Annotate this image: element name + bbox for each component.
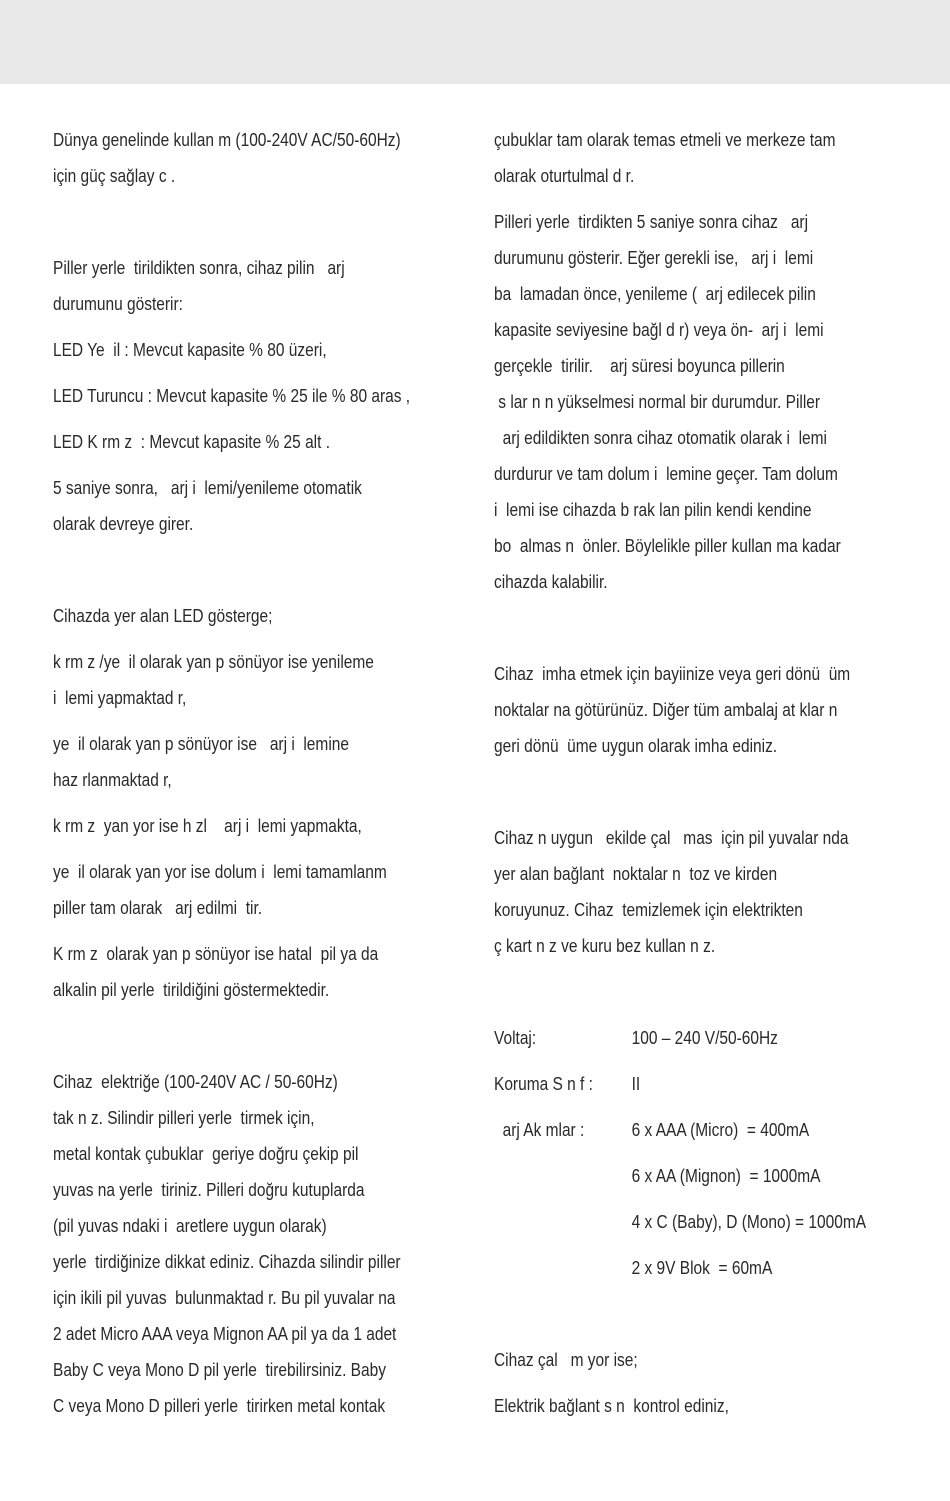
maintenance-line-3: koruyunuz. Cihaz temizlemek için elektrikten: [494, 900, 803, 920]
charging-line-2: durumunu gösterir. Eğer gerekli ise, arj i lemi: [494, 248, 814, 268]
charging-line-5: gerçekle tirilir. arj süresi boyunca pillerin: [494, 356, 785, 376]
led-indicator-title: Cihazda yer alan LED gösterge;: [53, 606, 273, 626]
charging-line-10: bo almas n önler. Böylelikle piller kullan ma kadar: [494, 536, 841, 556]
maintenance-line-4: ç kart n z ve kuru bez kullan n z.: [494, 936, 716, 956]
disposal-line-3: geri dönü üme uygun olarak imha ediniz.: [494, 736, 778, 756]
charging-line-9: i lemi ise cihazda b rak lan pilin kendi kendine: [494, 500, 812, 520]
status-intro-line-1: Piller yerle tirildikten sonra, cihaz pilin arj: [53, 258, 345, 278]
led-orange-text: LED Turuncu : Mevcut kapasite % 25 ile % 80 aras ,: [53, 386, 411, 406]
spec-current-value-2: 6 x AA (Mignon) = 1000mA: [631, 1166, 821, 1186]
charging-line-4: kapasite seviyesine bağl d r) veya ön- arj i lemi: [494, 320, 824, 340]
indicator-green-on-line-2: piller tam olarak arj edilmi tir.: [53, 898, 263, 918]
troubleshooting-title: Cihaz çal m yor ise;: [494, 1350, 638, 1370]
charging-line-11: cihazda kalabilir.: [494, 572, 608, 592]
usage-line-1: Cihaz elektriğe (100-240V AC / 50-60Hz): [53, 1072, 338, 1092]
indicator-red-blink-line-2: alkalin pil yerle tirildiğini göstermektedir.: [53, 980, 330, 1000]
maintenance-line-1: Cihaz n uygun ekilde çal mas için pil yuvalar nda: [494, 828, 849, 848]
disposal-line-1: Cihaz imha etmek için bayiinize veya geri dönü üm: [494, 664, 851, 684]
intro-line-1: Dünya genelinde kullan m (100-240V AC/50-60Hz): [53, 130, 401, 150]
troubleshooting-item: Elektrik bağlant s n kontrol ediniz,: [494, 1396, 729, 1416]
spec-current-value-4: 2 x 9V Blok = 60mA: [631, 1258, 773, 1278]
spec-protection-value: II: [631, 1074, 641, 1094]
spec-current-4: [494, 1250, 950, 1286]
spec-voltage-label: Voltaj:: [494, 1028, 537, 1048]
spec-voltage: [494, 1020, 950, 1056]
maintenance-line-2: yer alan bağlant noktalar n toz ve kirden: [494, 864, 778, 884]
intro-line-2: için güç sağlay c .: [53, 166, 176, 186]
usage-line-7: için ikili pil yuvas bulunmaktad r. Bu pil yuvalar na: [53, 1288, 396, 1308]
spec-current-2: [494, 1158, 950, 1194]
spec-current-value-1: 6 x AAA (Micro) = 400mA: [631, 1120, 810, 1140]
disposal-line-2: noktalar na götürünüz. Diğer tüm ambalaj at klar n: [494, 700, 838, 720]
charging-line-7: arj edildikten sonra cihaz otomatik olarak i lemi: [494, 428, 827, 448]
spec-protection: [494, 1066, 950, 1102]
spec-current-1: [494, 1112, 950, 1148]
indicator-red-blink-line-1: K rm z olarak yan p sönüyor ise hatal pil ya da: [53, 944, 379, 964]
indicator-green-on-line-1: ye il olarak yan yor ise dolum i lemi tamamlanm: [53, 862, 387, 882]
usage-line-9: Baby C veya Mono D pil yerle tirebilirsiniz. Baby: [53, 1360, 386, 1380]
usage-line-10: C veya Mono D pilleri yerle tirirken metal kontak: [53, 1396, 386, 1416]
left-column: [53, 122, 457, 1424]
led-red-text: LED K rm z : Mevcut kapasite % 25 alt .: [53, 432, 331, 452]
page-header-band: [0, 0, 950, 84]
usage-line-8: 2 adet Micro AAA veya Mignon AA pil ya da 1 adet: [53, 1324, 397, 1344]
usage-line-2: tak n z. Silindir pilleri yerle tirmek için,: [53, 1108, 315, 1128]
led-green-text: LED Ye il : Mevcut kapasite % 80 üzeri,: [53, 340, 327, 360]
auto-start-line-1: 5 saniye sonra, arj i lemi/yenileme otomatik: [53, 478, 362, 498]
usage-continued-line-1: çubuklar tam olarak temas etmeli ve merkeze tam: [494, 130, 836, 150]
charging-line-1: Pilleri yerle tirdikten 5 saniye sonra cihaz arj: [494, 212, 809, 232]
indicator-green-blink-line-1: ye il olarak yan p sönüyor ise arj i lemine: [53, 734, 349, 754]
indicator-red-green-line-2: i lemi yapmaktad r,: [53, 688, 187, 708]
status-intro-line-2: durumunu gösterir:: [53, 294, 183, 314]
usage-continued-line-2: olarak oturtulmal d r.: [494, 166, 635, 186]
spec-current-3: [494, 1204, 950, 1240]
usage-line-6: yerle tirdiğinize dikkat ediniz. Cihazda silindir piller: [53, 1252, 401, 1272]
indicator-red-green-line-1: k rm z /ye il olarak yan p sönüyor ise yenileme: [53, 652, 374, 672]
auto-start-line-2: olarak devreye girer.: [53, 514, 194, 534]
right-column: [494, 122, 950, 1424]
usage-line-4: yuvas na yerle tiriniz. Pilleri doğru kutuplarda: [53, 1180, 365, 1200]
spec-voltage-value: 100 – 240 V/50-60Hz: [631, 1028, 778, 1048]
indicator-red-on: k rm z yan yor ise h zl arj i lemi yapmakta,: [53, 816, 362, 836]
charging-line-6: s lar n n yükselmesi normal bir durumdur. Piller: [494, 392, 821, 412]
usage-line-5: (pil yuvas ndaki i aretlere uygun olarak): [53, 1216, 327, 1236]
usage-line-3: metal kontak çubuklar geriye doğru çekip pil: [53, 1144, 359, 1164]
indicator-green-blink-line-2: haz rlanmaktad r,: [53, 770, 172, 790]
charging-line-8: durdurur ve tam dolum i lemine geçer. Tam dolum: [494, 464, 838, 484]
spec-current-label: arj Ak mlar :: [494, 1120, 585, 1140]
spec-current-value-3: 4 x C (Baby), D (Mono) = 1000mA: [631, 1212, 867, 1232]
charging-line-3: ba lamadan önce, yenileme ( arj edilecek pilin: [494, 284, 816, 304]
spec-protection-label: Koruma S n f :: [494, 1074, 593, 1094]
